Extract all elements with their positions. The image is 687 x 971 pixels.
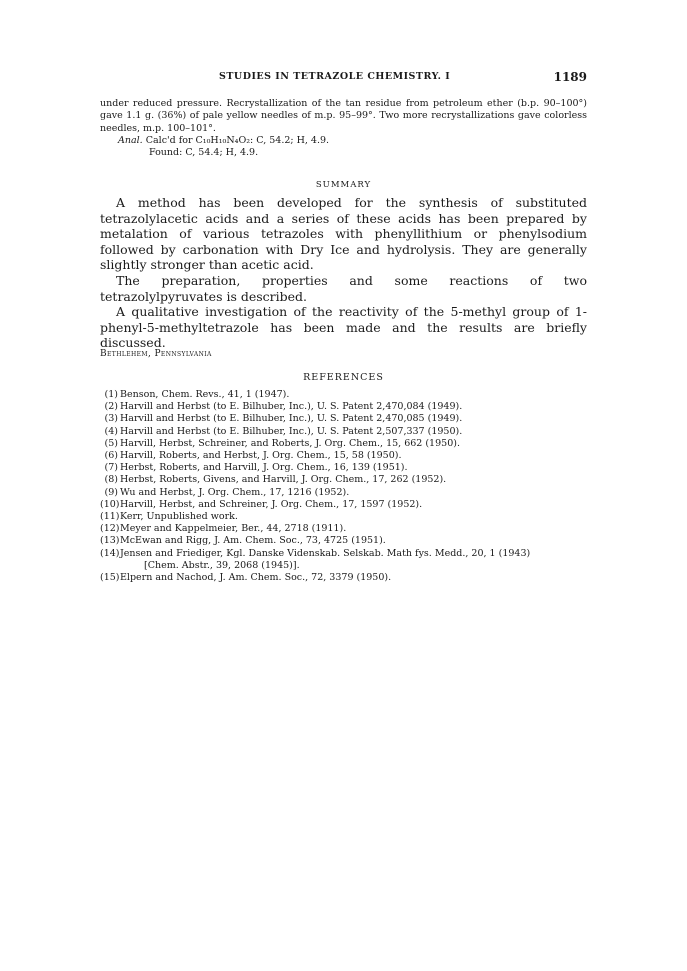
analysis-calculated bbox=[118, 135, 587, 147]
reference-number: (12) bbox=[100, 523, 120, 535]
reference-item bbox=[100, 450, 587, 462]
reference-number: (2) bbox=[104, 401, 118, 413]
reference-item bbox=[100, 438, 587, 450]
reference-text: Harvill and Herbst (to E. Bilhuber, Inc.), U. S. Patent 2,507,337 (1950). bbox=[120, 425, 463, 437]
reference-number: (3) bbox=[104, 413, 118, 425]
reference-item bbox=[100, 572, 587, 584]
reference-item bbox=[100, 499, 587, 511]
reference-item bbox=[100, 413, 587, 425]
reference-number: (1) bbox=[104, 389, 118, 400]
running-title: STUDIES IN TETRAZOLE CHEMISTRY. I bbox=[219, 71, 451, 82]
reference-text: Benson, Chem. Revs., 41, 1 (1947). bbox=[120, 389, 290, 400]
reference-text: Harvill, Herbst, and Schreiner, J. Org. Chem., 17, 1597 (1952). bbox=[120, 498, 423, 510]
reference-number: (10) bbox=[100, 498, 120, 510]
reference-text: Harvill and Herbst (to E. Bilhuber, Inc.), U. S. Patent 2,470,085 (1949). bbox=[120, 413, 463, 425]
reference-item bbox=[100, 401, 587, 413]
reference-item bbox=[100, 535, 587, 547]
summary-body bbox=[100, 195, 587, 351]
reference-number: (14) bbox=[100, 547, 120, 559]
reference-text: Meyer and Kappelmeier, Ber., 44, 2718 (1911). bbox=[120, 523, 347, 535]
reference-number: (13) bbox=[100, 535, 120, 547]
reference-text: Harvill, Herbst, Schreiner, and Roberts, J. Org. Chem., 15, 662 (1950). bbox=[120, 437, 460, 449]
reference-text: Elpern and Nachod, J. Am. Chem. Soc., 72, 3379 (1950). bbox=[120, 572, 392, 584]
summary-paragraph: A qualitative investigation of the reactivity of the 5-methyl group of 1-phenyl-5-methyltetrazole has been made and the results are briefly discussed. bbox=[100, 304, 587, 351]
reference-text: McEwan and Rigg, J. Am. Chem. Soc., 73, 4725 (1951). bbox=[120, 535, 386, 547]
reference-item bbox=[100, 523, 587, 535]
reference-number: (4) bbox=[104, 425, 118, 437]
reference-text: Jensen and Friediger, Kgl. Danske Videnskab. Selskab. Math fys. Medd., 20, 1 (1943) bbox=[120, 547, 531, 559]
author-location: Bethlehem, Pennsylvania bbox=[100, 349, 212, 359]
reference-text: Herbst, Roberts, and Harvill, J. Org. Chem., 16, 139 (1951). bbox=[120, 462, 408, 474]
reference-number: (6) bbox=[104, 450, 118, 462]
summary-paragraph: A method has been developed for the synthesis of substituted tetrazolylacetic acids and a series of these acids has been prepared by metalation of various tetrazoles with phenyllithium or phenylsodium followed by carbonation with Dry Ice and hydrolysis. They are generally slightly stronger than acetic acid. bbox=[100, 195, 587, 273]
summary-paragraph: The preparation, properties and some reactions of two tetrazolylpyruvates is described. bbox=[100, 272, 587, 304]
reference-text: Wu and Herbst, J. Org. Chem., 17, 1216 (1952). bbox=[120, 486, 350, 498]
reference-text: Herbst, Roberts, Givens, and Harvill, J. Org. Chem., 17, 262 (1952). bbox=[120, 474, 447, 486]
reference-item bbox=[100, 426, 587, 438]
analysis-label: Anal. bbox=[118, 134, 143, 146]
experimental-paragraph: under reduced pressure. Recrystallization of the tan residue from petroleum ether (b.p. 90–100°) gave 1.1 g. (36%) of pale yellow needles of m.p. 95–99°. Two more recrystallizations gave colorless needles, m.p. 100–101°. bbox=[100, 98, 587, 134]
analysis-found: Found: C, 54.4; H, 4.9. bbox=[149, 147, 259, 159]
reference-continuation: [Chem. Abstr., 39, 2068 (1945)]. bbox=[144, 559, 300, 571]
summary-heading: SUMMARY bbox=[315, 180, 372, 190]
reference-item bbox=[100, 474, 587, 486]
reference-item bbox=[100, 389, 587, 401]
experimental-text bbox=[100, 98, 587, 159]
running-header bbox=[100, 70, 587, 86]
reference-number: (9) bbox=[104, 486, 118, 498]
references-heading: REFERENCES bbox=[303, 372, 384, 383]
reference-list bbox=[100, 389, 587, 584]
reference-number: (15) bbox=[100, 572, 120, 584]
analysis-calculated-values: Calc'd for C₁₀H₁₀N₄O₂: C, 54.2; H, 4.9. bbox=[145, 134, 330, 146]
reference-item bbox=[100, 548, 587, 572]
page-number: 1189 bbox=[553, 70, 587, 84]
reference-text: Harvill and Herbst (to E. Bilhuber, Inc.), U. S. Patent 2,470,084 (1949). bbox=[120, 401, 463, 413]
reference-text: Harvill, Roberts, and Herbst, J. Org. Chem., 15, 58 (1950). bbox=[120, 450, 402, 462]
reference-item bbox=[100, 462, 587, 474]
reference-number: (11) bbox=[100, 511, 120, 523]
reference-item bbox=[100, 487, 587, 499]
reference-number: (5) bbox=[104, 437, 118, 449]
reference-number: (8) bbox=[104, 474, 118, 486]
reference-text: Kerr, Unpublished work. bbox=[120, 511, 238, 523]
reference-item bbox=[100, 511, 587, 523]
reference-number: (7) bbox=[104, 462, 118, 474]
